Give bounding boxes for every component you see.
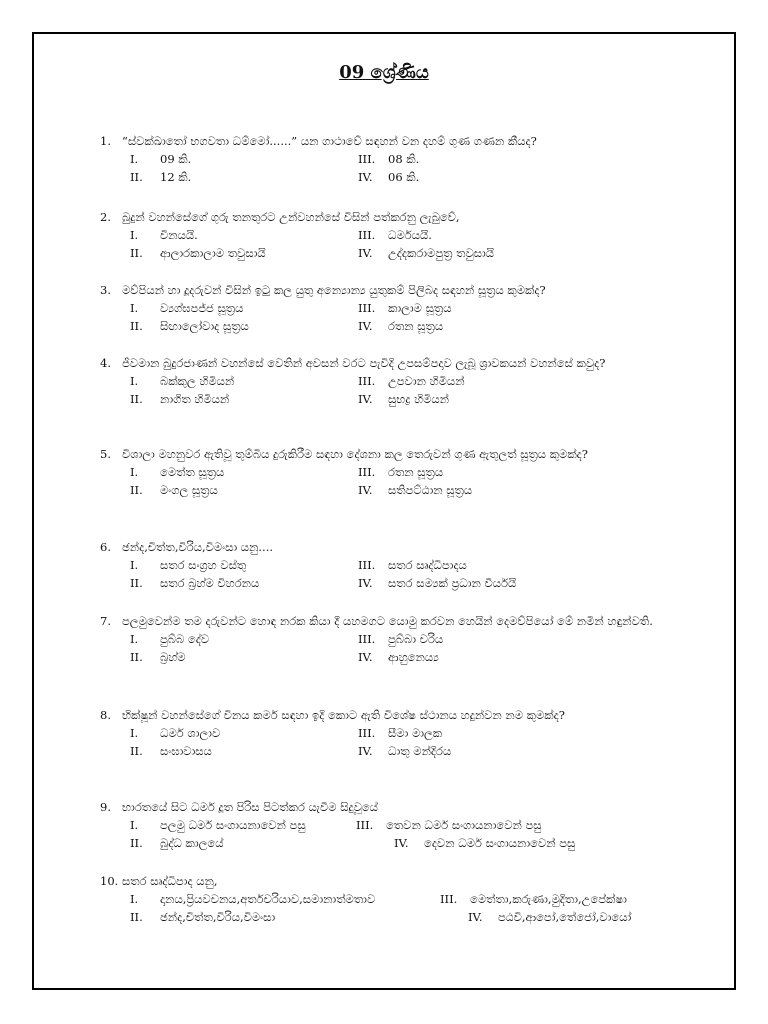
option-3: රතන සූත්‍රය	[388, 465, 444, 479]
option-2: 12 කි.	[160, 170, 192, 184]
question-stem: බුදුන් වහන්සේගේ ගුරු තනතුරට උන්වහන්සේ විසින් පත්කරනු ලැබුවේ,	[122, 210, 460, 224]
question-1: 1. “ස්වක්ඛාතෝ භගවතා ධම්මෝ......” යන ගාථාවේ සඳහන් වන දහම් ගුණ ගණන කීයද? I. 09 කි. III. 08 කි. II. 12 කි. IV. 06 කි.	[100, 132, 700, 186]
page-title: 09 ශ්‍රේණිය	[339, 62, 429, 83]
question-stem: සතර සෘද්ධිපාද යනු,	[122, 874, 218, 888]
option-1: පුබ්බ දේව	[160, 632, 210, 646]
option-2: බුද්ධ කාලයේ	[160, 836, 224, 850]
option-2: නාගිත හිමියන්	[160, 392, 230, 406]
question-stem: මව්පියන් හා දූදරුවන් විසින් ඉටු කල යුතු අන්‍යොන්‍ය යුතුකම් පිලිබද සඳහන් සූත්‍රය කුමක්ද?	[122, 283, 546, 297]
question-4: 4. ජීවමාන බුදුරජාණන් වහන්සේ වෙතින් අවසන් වරට පැවිදි උපසම්පදාව ලැබූ ශ්‍රාවකයන් වහන්සේ කවුද? I. බක්කුල හිමියන් III. උපවාන හිමියන් II. නාගිත හිමියන් IV. සුභද්‍ර හිමියන්	[100, 354, 700, 408]
option-3: උපවාන හිමියන්	[388, 374, 465, 388]
option-3: 08 කි.	[388, 152, 420, 166]
option-2: බ්‍රහ්ම	[160, 650, 186, 664]
option-4: ආහුනෙය්‍ය	[388, 650, 439, 664]
option-1: ව්‍යග්ඝපජ්ජ සූත්‍රය	[160, 301, 244, 315]
question-stem: භික්ෂූන් වහන්සේගේ විනය කර්ම සඳහා ඉදි කොට ඇති විශේෂ ස්ථානය හදුන්වන නම කුමක්ද?	[122, 708, 565, 722]
option-2: සතර බ්‍රහ්ම විහරනය	[160, 576, 260, 590]
option-1: 09 කි.	[160, 152, 192, 166]
option-3: ධර්මයයි.	[388, 228, 432, 242]
question-stem: “ස්වක්ඛාතෝ භගවතා ධම්මෝ......” යන ගාථාවේ සඳහන් වන දහම් ගුණ ගණන කීයද?	[122, 134, 537, 148]
question-8: 8. භික්ෂූන් වහන්සේගේ විනය කර්ම සඳහා ඉදි කොට ඇති විශේෂ ස්ථානය හදුන්වන නම කුමක්ද? I. ධර්ම ශාලාව III. සීමා මාලක II. සංඝාවාසය IV. ධාතු මන්දිරය	[100, 706, 700, 760]
option-2: ඡන්ද,චිත්ත,විරිය,විමංසා	[160, 910, 276, 924]
option-4: පඨවි,ආපෝ,තේජෝ,වායෝ	[498, 910, 632, 924]
option-3: මෙත්තා,කරුණා,මුදිතා,උපේක්ෂා	[470, 892, 627, 906]
question-3: 3. මව්පියන් හා දූදරුවන් විසින් ඉටු කල යුතු අන්‍යොන්‍ය යුතුකම් පිලිබද සඳහන් සූත්‍රය කුමක්ද? I. ව්‍යග්ඝපජ්ජ සූත්‍රය III. කාලාම සූත්‍රය II. සිඟාලෝවාද සූත්‍රය IV. රතන සූත්‍රය	[100, 281, 700, 335]
option-2: සංඝාවාසය	[160, 744, 212, 758]
question-stem: විශාලා මහනුවර ඇතිවූ තුම්බිය දුරුකිරීම සඳහා දේශනා කල තෙරුවන් ගුණ ඇතුලත් සූත්‍රය කුමක්ද?	[122, 447, 588, 461]
question-6: 6. ඡන්ද,චිත්ත,විරිය,විමංසා යනු.... I. සතර සංග්‍රහ වස්තු III. සතර සෘද්ධිපාදය II. සතර බ්‍රහ්ම විහරනය IV. සතර සම්‍යක් ප්‍රධාන වීර්යයි	[100, 538, 700, 592]
option-1: බක්කුල හිමියන්	[160, 374, 235, 388]
question-stem: ඡන්ද,චිත්ත,විරිය,විමංසා යනු....	[122, 540, 274, 554]
option-4: රතන සූත්‍රය	[388, 319, 444, 333]
option-4: උද්දකරාමපුත්‍ර තවුසායි	[388, 246, 495, 260]
option-2: මංගල සූත්‍රය	[160, 483, 218, 497]
option-4: සතිපට්ඨාන සූත්‍රය	[388, 483, 473, 497]
question-9: 9. භාරතයේ සිට ධර්ම දූත පිරිස පිටත්කර යැවීම සිදුවූයේ I. පලමු ධර්ම සංගායනාවෙන් පසු III. තෙවන ධර්ම සංගායනාවෙන් පසු II. බුද්ධ කාලයේ IV. දෙවන ධර්ම සංගායනාවෙන් පසු	[100, 798, 700, 852]
option-3: තෙවන ධර්ම සංගායනාවෙන් පසු	[386, 818, 542, 832]
option-1: පලමු ධර්ම සංගායනාවෙන් පසු	[160, 818, 306, 832]
question-10: 10. සතර සෘද්ධිපාද යනු, I. දානය,ප්‍රියවචනය,අර්තචරියාව,සමානාත්මතාව III. මෙත්තා,කරුණා,මුදිතා,උපේක්ෂා II. ඡන්ද,චිත්ත,විරිය,විමංසා IV. පඨවි,ආපෝ,තේජෝ,වායෝ	[100, 872, 700, 926]
option-4: සුභද්‍ර හිමියන්	[388, 392, 450, 406]
option-1: ධර්ම ශාලාව	[160, 726, 221, 740]
option-1: දානය,ප්‍රියවචනය,අර්තචරියාව,සමානාත්මතාව	[160, 892, 376, 906]
option-1: සතර සංග්‍රහ වස්තු	[160, 558, 247, 572]
option-1: විනයයි.	[160, 228, 198, 242]
question-5: 5. විශාලා මහනුවර ඇතිවූ තුම්බිය දුරුකිරීම සඳහා දේශනා කල තෙරුවන් ගුණ ඇතුලත් සූත්‍රය කුමක්ද? I. මෙත්ත සූත්‍රය III. රතන සූත්‍රය II. මංගල සූත්‍රය IV. සතිපට්ඨාන සූත්‍රය	[100, 445, 700, 499]
question-stem: භාරතයේ සිට ධර්ම දූත පිරිස පිටත්කර යැවීම සිදුවූයේ	[122, 800, 378, 814]
option-4: ධාතු මන්දිරය	[388, 744, 452, 758]
option-3: සීමා මාලක	[388, 726, 443, 740]
question-stem: පලමුවෙන්ම තම දරුවන්ට හොඳ නරක කියා දී යහමගට යොමු කරවන හෙයින් දෙමව්පියෝ මේ නමින් හඳුන්වති.	[122, 614, 653, 628]
option-1: මෙත්ත සූත්‍රය	[160, 465, 225, 479]
option-2: සිඟාලෝවාද සූත්‍රය	[160, 319, 249, 333]
option-4: 06 කි.	[388, 170, 420, 184]
option-3: සතර සෘද්ධිපාදය	[388, 558, 467, 572]
option-4: සතර සම්‍යක් ප්‍රධාන වීර්යයි	[388, 576, 517, 590]
question-2: 2. බුදුන් වහන්සේගේ ගුරු තනතුරට උන්වහන්සේ විසින් පත්කරනු ලැබුවේ, I. විනයයි. III. ධර්මයයි. II. ආලාරකාලාම තවුසායි IV. උද්දකරාමපුත්‍ර තවුසායි	[100, 208, 700, 262]
option-3: කාලාම සූත්‍රය	[388, 301, 452, 315]
option-3: පුබ්බා චරිය	[388, 632, 444, 646]
question-stem: ජීවමාන බුදුරජාණන් වහන්සේ වෙතින් අවසන් වරට පැවිදි උපසම්පදාව ලැබූ ශ්‍රාවකයන් වහන්සේ කවුද?	[122, 356, 606, 370]
question-7: 7. පලමුවෙන්ම තම දරුවන්ට හොඳ නරක කියා දී යහමගට යොමු කරවන හෙයින් දෙමව්පියෝ මේ නමින් හඳුන්වති. I. පුබ්බ දේව III. පුබ්බා චරිය II. බ්‍රහ්ම IV. ආහුනෙය්‍ය	[100, 612, 700, 666]
option-2: ආලාරකාලාම තවුසායි	[160, 246, 266, 260]
option-4: දෙවන ධර්ම සංගායනාවෙන් පසු	[424, 836, 576, 850]
